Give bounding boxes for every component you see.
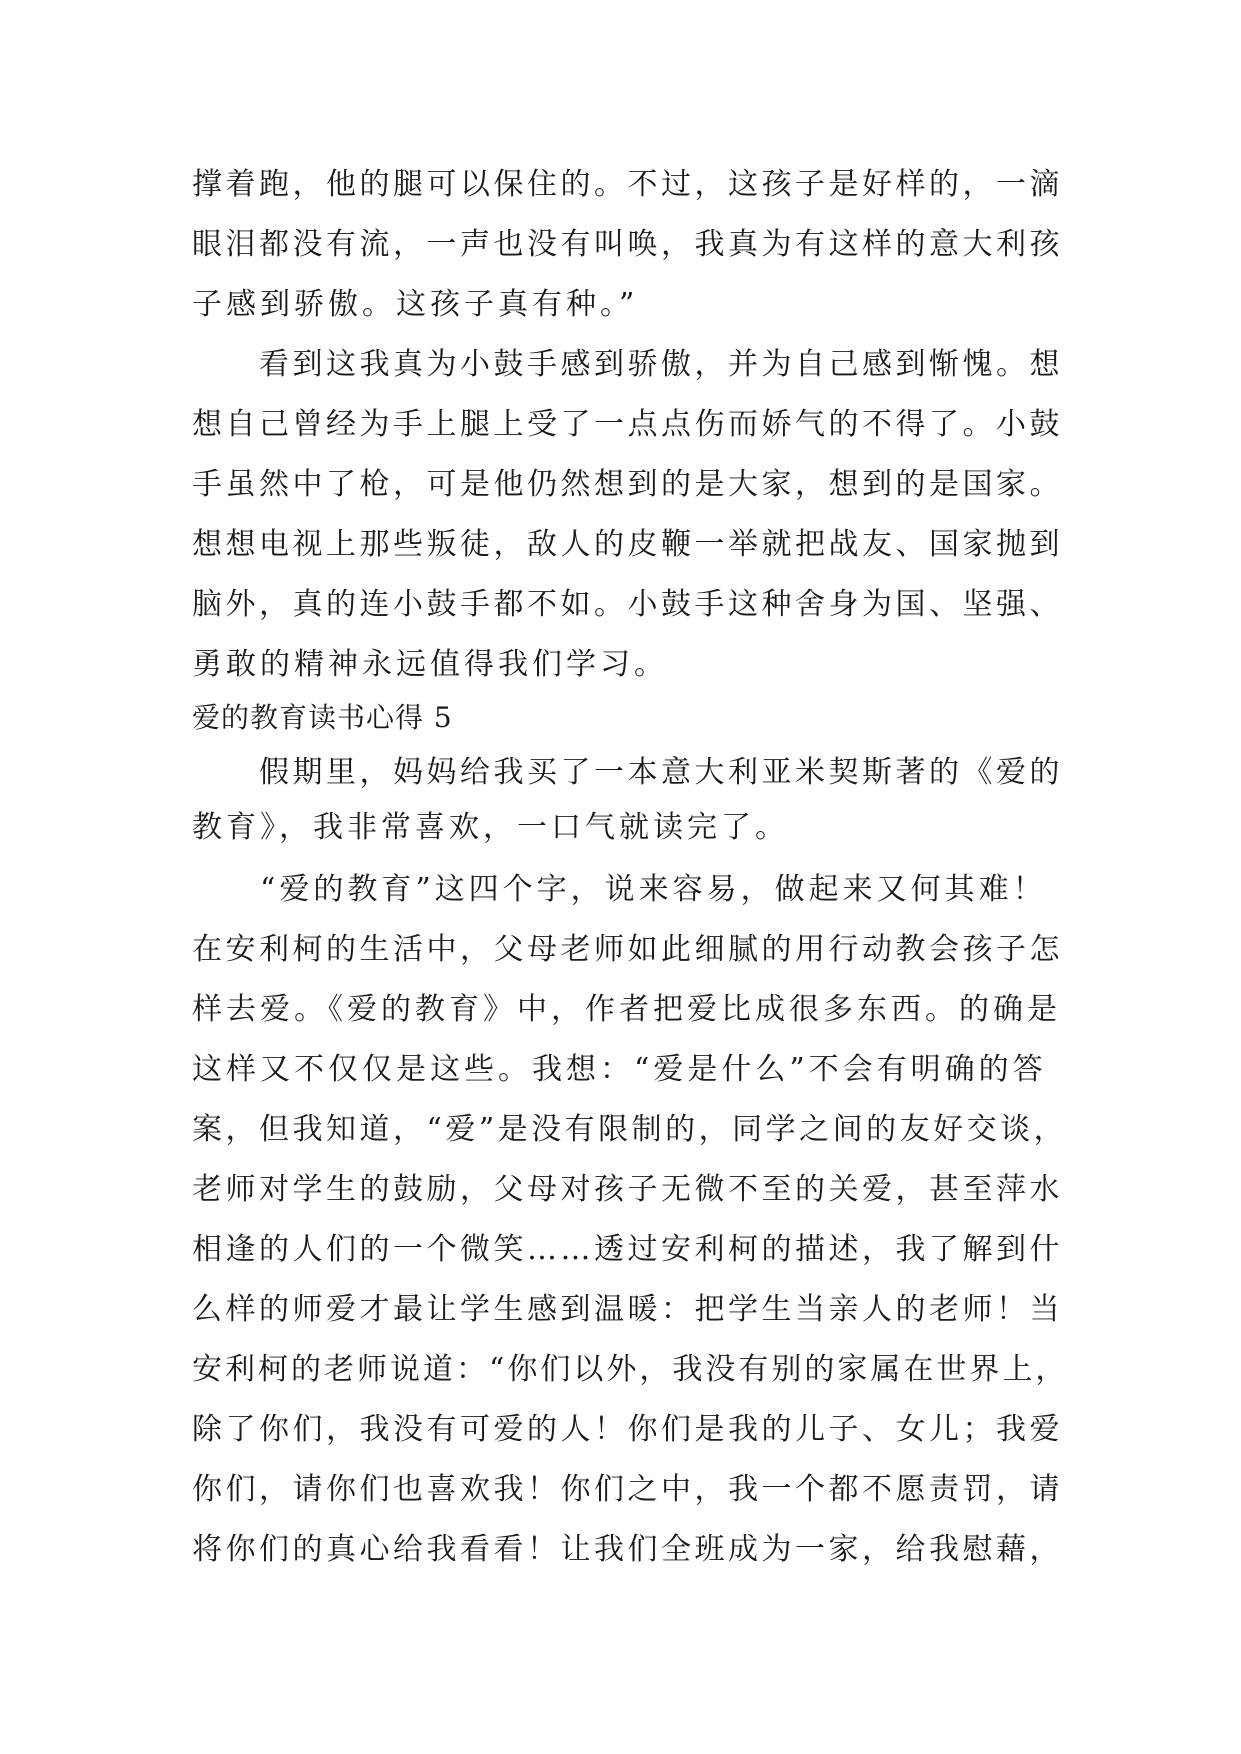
text-line: 这样又不仅仅是这些。我想：“爱是什么”不会有明确的答 — [192, 1052, 1047, 1087]
text-line: 手虽然中了枪，可是他仍然想到的是大家，想到的是国家。 — [192, 467, 1063, 502]
text-line: 安利柯的老师说道：“你们以外，我没有别的家属在世界上， — [192, 1352, 1069, 1387]
text-line: 除了你们，我没有可爱的人！你们是我的儿子、女儿；我爱 — [192, 1412, 1063, 1447]
section-heading: 爱的教育读书心得 5 — [192, 701, 453, 734]
text-line: 样去爱。《爱的教育》中，作者把爱比成很多东西。的确是 — [192, 992, 1061, 1027]
text-line: 子感到骄傲。这孩子真有种。” — [192, 287, 639, 322]
text-line: 案，但我知道，“爱”是没有限制的，同学之间的友好交谈， — [192, 1112, 1068, 1147]
text-line: 你们，请你们也喜欢我！你们之中，我一个都不愿责罚，请 — [192, 1472, 1063, 1507]
text-line: 看到这我真为小鼓手感到骄傲，并为自己感到惭愧。想 — [192, 347, 1063, 382]
text-line: 老师对学生的鼓励，父母对孩子无微不至的关爱，甚至萍水 — [192, 1172, 1063, 1207]
text-line: 勇敢的精神永远值得我们学习。 — [192, 647, 668, 682]
text-line: 相逢的人们的一个微笑……透过安利柯的描述，我了解到什 — [192, 1232, 1063, 1267]
text-line: 想想电视上那些叛徒，敌人的皮鞭一举就把战友、国家抛到 — [192, 527, 1063, 562]
text-line: “爱的教育”这四个字，说来容易，做起来又何其难！ — [192, 872, 1047, 907]
text-line: 撑着跑，他的腿可以保住的。不过，这孩子是好样的，一滴 — [192, 167, 1063, 202]
text-line: 教育》，我非常喜欢，一口气就读完了。 — [192, 810, 789, 845]
text-line: 假期里，妈妈给我买了一本意大利亚米契斯著的《爱的 — [192, 755, 1063, 790]
text-line: 将你们的真心给我看看！让我们全班成为一家，给我慰藉， — [192, 1532, 1063, 1567]
text-line: 脑外，真的连小鼓手都不如。小鼓手这种舍身为国、坚强、 — [192, 587, 1063, 622]
text-line: 么样的师爱才最让学生感到温暖：把学生当亲人的老师！当 — [192, 1292, 1063, 1327]
text-line: 想自己曾经为手上腿上受了一点点伤而娇气的不得了。小鼓 — [192, 407, 1063, 442]
text-line: 在安利柯的生活中，父母老师如此细腻的用行动教会孩子怎 — [192, 932, 1063, 967]
text-line: 眼泪都没有流，一声也没有叫唤，我真为有这样的意大利孩 — [192, 227, 1063, 262]
